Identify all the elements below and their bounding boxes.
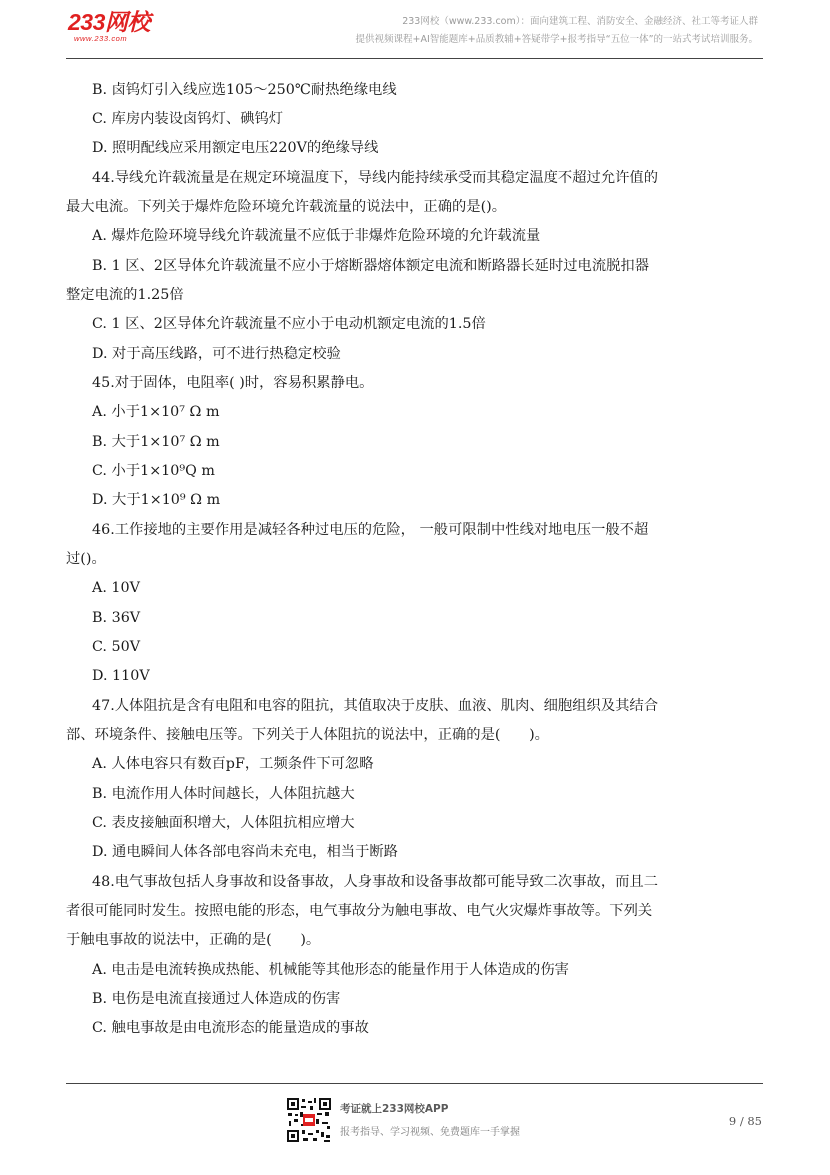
footer-app-subtitle: 报考指导、学习视频、免费题库一手掌握 [340, 1127, 520, 1138]
page-header [0, 0, 830, 62]
logo-text: 233网校 [68, 9, 150, 35]
option-d: D. 通电瞬间人体各部电容尚未充电，相当于断路 [92, 844, 398, 860]
option-b: B. 36V [92, 610, 141, 626]
text-line: 于触电事故的说法中，正确的是( )。 [66, 932, 321, 948]
page-number: 9 / 85 [728, 1114, 762, 1128]
text-line: 整定电流的1.25倍 [66, 287, 184, 303]
text-line: 部、环境条件、接触电压等。下列关于人体阻抗的说法中，正确的是( )。 [66, 727, 549, 743]
option-c: C. 表皮接触面积增大，人体阻抗相应增大 [92, 815, 355, 831]
question-45: 45.对于固体，电阻率( )时，容易积累静电。 [92, 375, 374, 391]
option-d: D. 110V [92, 668, 150, 684]
question-48: 48.电气事故包括人身事故和设备事故，人身事故和设备事故都可能导致二次事故，而且二 [92, 874, 659, 890]
question-44: 44.导线允许载流量是在规定环境温度下，导线内能持续承受而其稳定温度不超过允许值的 [92, 170, 659, 186]
option-c: C. 50V [92, 639, 141, 655]
option-a: A. 电击是电流转换成热能、机械能等其他形态的能量作用于人体造成的伤害 [92, 962, 569, 978]
option-c: C. 触电事故是由电流形态的能量造成的事故 [92, 1020, 369, 1036]
header-line-2: 提供视频课程+AI智能题库+品质教辅+答疑带学+报考指导“五位一体”的一站式考试培训服务。 [355, 34, 758, 45]
question-47: 47.人体阻抗是含有电阻和电容的阻抗，其值取决于皮肤、血液、肌肉、细胞组织及其结合 [92, 698, 659, 714]
option-a: A. 小于1×10⁷ Ω m [92, 404, 220, 420]
option-a: A. 人体电容只有数百pF，工频条件下可忽略 [92, 756, 374, 772]
text-line: 者很可能同时发生。按照电能的形态，电气事故分为触电事故、电气火灾爆炸事故等。下列关 [66, 903, 653, 919]
header-divider [66, 58, 763, 59]
option-d: D. 对于高压线路，可不进行热稳定校验 [92, 346, 341, 362]
brand-logo[interactable] [68, 10, 168, 44]
option-b: B. 电伤是电流直接通过人体造成的伤害 [92, 991, 341, 1007]
option-a: A. 10V [92, 580, 140, 596]
text-line: C. 库房内装设卤钨灯、碘钨灯 [92, 111, 284, 127]
option-d: D. 大于1×10⁹ Ω m [92, 492, 221, 508]
option-a: A. 爆炸危险环境导线允许载流量不应低于非爆炸危险环境的允许载流量 [92, 228, 541, 244]
text-line: 过()。 [66, 551, 106, 567]
logo-url: www.233.com [74, 34, 128, 43]
qr-code [286, 1097, 332, 1143]
footer-divider [66, 1083, 763, 1084]
option-b: B. 电流作用人体时间越长，人体阻抗越大 [92, 786, 355, 802]
header-tagline [356, 13, 759, 49]
option-c: C. 小于1×10⁹Q m [92, 463, 215, 479]
text-line: D. 照明配线应采用额定电压220V的绝缘导线 [92, 140, 379, 156]
header-line-1: 233网校（www.233.com）：面向建筑工程、消防安全、金融经济、社工等考证人群 [402, 16, 758, 27]
question-46: 46.工作接地的主要作用是减轻各种过电压的危险， 一般可限制中性线对地电压一般不超 [92, 522, 649, 538]
text-line: B. 卤钨灯引入线应选105～250℃耐热绝缘电线 [92, 82, 397, 98]
text-line: 最大电流。下列关于爆炸危险环境允许载流量的说法中，正确的是()。 [66, 199, 507, 215]
option-b: B. 大于1×10⁷ Ω m [92, 434, 220, 450]
footer-app-title: 考证就上233网校APP [340, 1103, 449, 1115]
option-b: B. 1 区、2区导体允许载流量不应小于熔断器熔体额定电流和断路器长延时过电流脱扣器 [92, 258, 650, 274]
option-c: C. 1 区、2区导体允许载流量不应小于电动机额定电流的1.5倍 [92, 316, 486, 332]
